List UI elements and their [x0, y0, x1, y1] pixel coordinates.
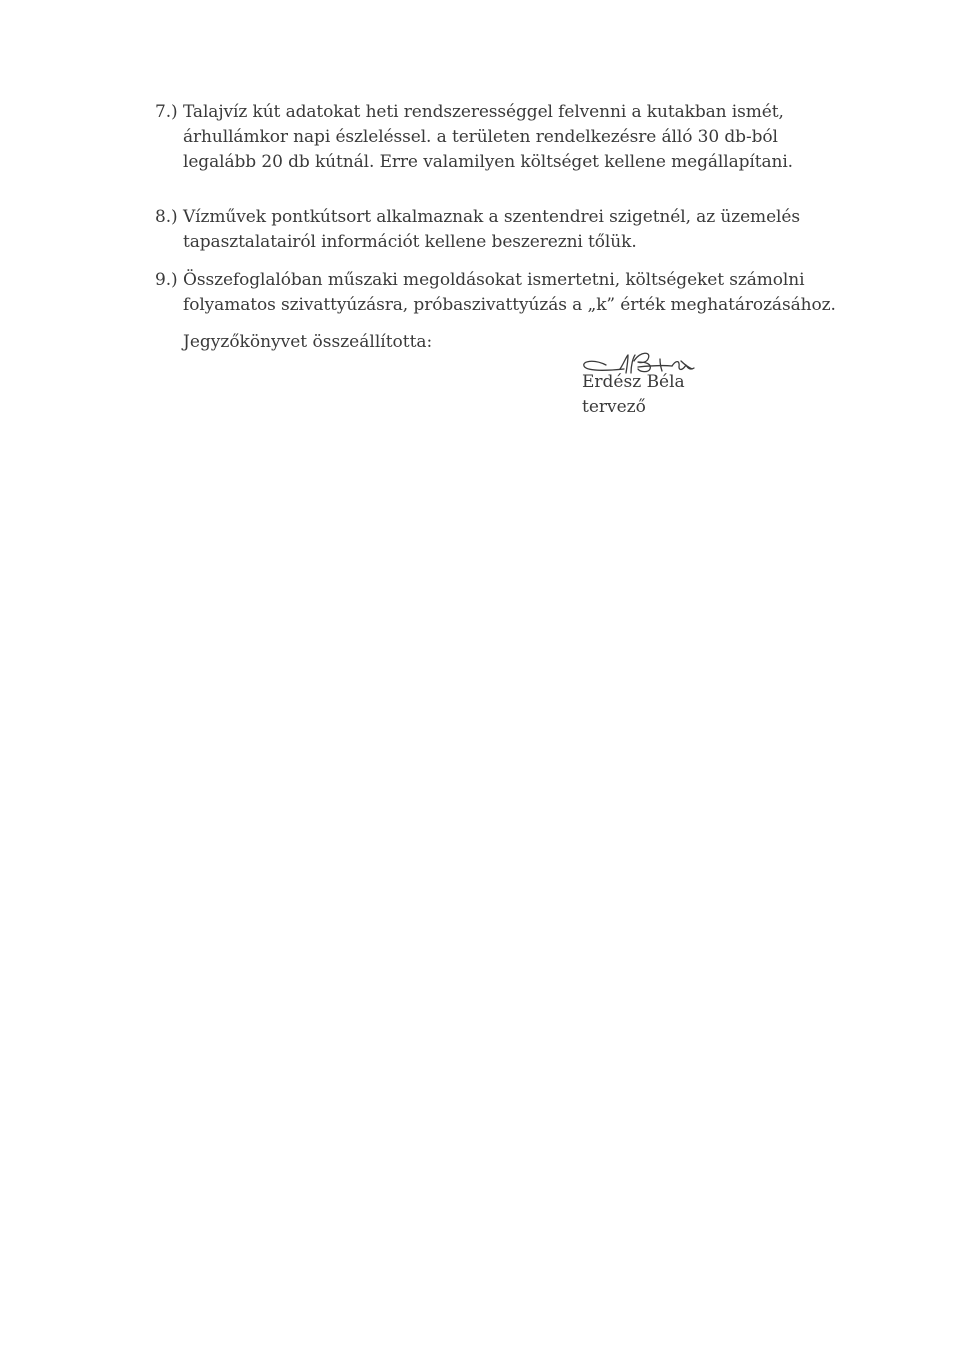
- item-line: Vízművek pontkútsort alkalmaznak a szentendrei szigetnél, az üzemelés: [183, 207, 800, 227]
- item-line: árhullámkor napi észleléssel. a területen rendelkezésre álló 30 db-ból: [183, 127, 778, 147]
- signer-block: [582, 370, 685, 420]
- signer-title: tervező: [582, 397, 646, 417]
- item-text: [155, 100, 855, 175]
- list-item-7: [155, 100, 855, 175]
- item-line: legalább 20 db kútnál. Erre valamilyen költséget kellene megállapítani.: [183, 152, 793, 172]
- minutes-compiled-by-label: Jegyzőkönyvet összeállította:: [183, 332, 433, 352]
- item-number: 8.): [155, 207, 178, 227]
- item-number: 9.): [155, 270, 178, 290]
- item-line: tapasztalatairól információt kellene beszerezni tőlük.: [183, 232, 637, 252]
- item-text: [155, 205, 855, 255]
- item-line: Összefoglalóban műszaki megoldásokat ismertetni, költségeket számolni: [183, 270, 805, 290]
- list-item-9: [155, 268, 855, 318]
- item-line: folyamatos szivattyúzásra, próbaszivattyúzás a „k” érték meghatározásához.: [183, 295, 836, 315]
- item-number: 7.): [155, 102, 178, 122]
- item-line: Talajvíz kút adatokat heti rendszerességgel felvenni a kutakban ismét,: [183, 102, 784, 122]
- signer-name: Erdész Béla: [582, 372, 685, 392]
- item-text: [155, 268, 855, 318]
- list-item-8: [155, 205, 855, 255]
